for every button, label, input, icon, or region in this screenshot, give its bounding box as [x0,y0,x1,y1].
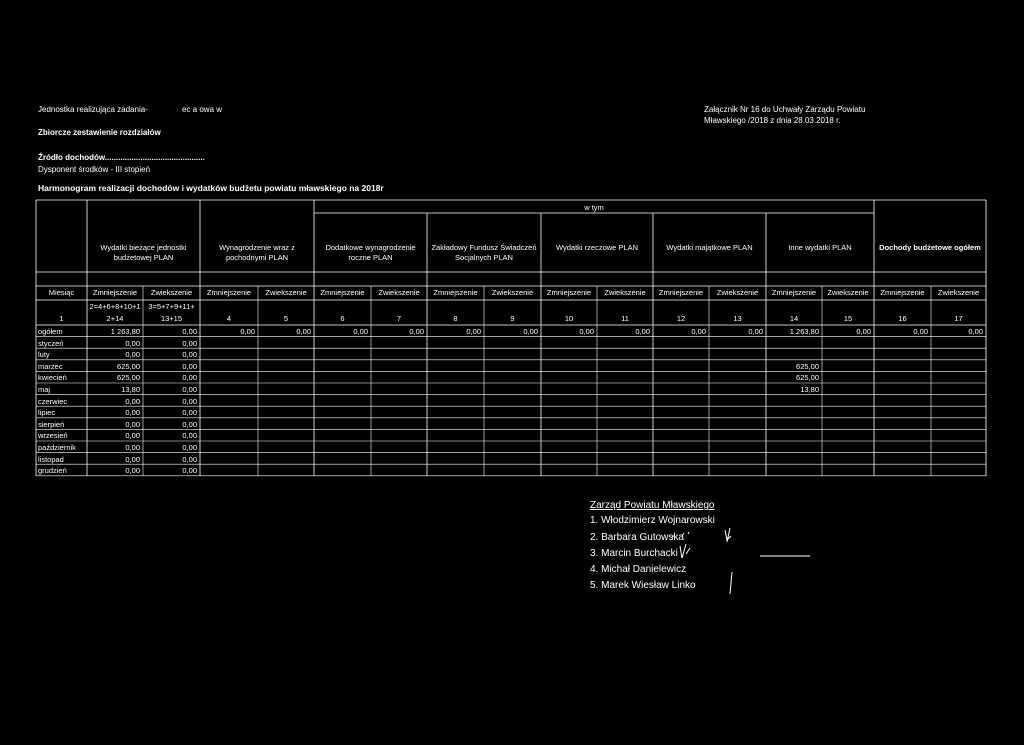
increase-header: Zwiekszenie [827,288,869,297]
value-cell: 0,00 [182,338,197,348]
value-cell: 0,00 [182,396,197,406]
value-cell: 0,00 [353,327,368,336]
month-cell: sierpień [38,419,65,429]
value-cell: 0,00 [409,327,424,336]
column-group-title: Wydatki bieżące jednostki budżetowej PLAN [100,243,187,262]
value-cell: 625,00 [796,361,819,371]
value-cell: 0,00 [691,327,706,336]
value-cell: 0,00 [125,454,140,464]
value-cell: 0,00 [240,327,255,336]
column-number: 13 [733,314,742,323]
value-cell: 0,00 [856,327,871,336]
page-title: Harmonogram realizacji dochodów i wydatków budżetu powiatu mławskiego na 2018r [38,183,384,193]
value-cell: 0,00 [182,419,197,429]
board-member: 1. Włodzimierz Wojnarowski [590,515,715,526]
value-cell: 0,00 [125,408,140,418]
column-number: 16 [898,314,907,323]
column-group-title: Wynagrodzenie wraz z pochodnymi PLAN [219,243,295,262]
column-number: 3=5+7+9+11+ [148,302,195,311]
value-cell: 0,00 [125,396,140,406]
board-member: 5. Marek Wiesław Linko [590,580,696,591]
value-cell: 0,00 [913,327,928,336]
column-number: 2=4+6+8+10+1 [89,302,141,311]
column-number: 1 [59,314,64,323]
increase-header: Zwiekszenie [378,288,420,297]
value-cell: 0,00 [579,327,594,336]
summary-label: Zbiorcze zestawienie rozdziałów [38,128,161,137]
value-cell: 0,00 [182,361,197,371]
increase-header: Zwiekszenie [491,288,534,297]
month-cell: ogółem [38,327,63,336]
value-cell: 0,00 [523,327,538,336]
value-cell: 625,00 [117,361,140,371]
value-cell: 0,00 [635,327,650,336]
value-cell: 0,00 [182,327,197,336]
column-number: 4 [226,314,232,323]
value-cell: 0,00 [182,408,197,418]
value-cell: 1 263,80 [110,327,140,336]
decrease-header: Zmniejszenie [206,288,252,297]
group-header: w tym [584,203,604,212]
value-cell: 0,00 [968,327,983,336]
value-cell: 0,00 [182,454,197,464]
value-cell: 0,00 [182,466,197,476]
unit-fragments: ec a owa w [182,105,223,114]
board-heading: Zarząd Powiatu Mławskiego [590,500,715,511]
column-number: 2+14 [106,314,124,323]
column-number: 9 [510,314,515,323]
value-cell: 0,00 [182,385,197,394]
value-cell: 0,00 [466,327,481,336]
increase-header: Zwiekszenie [937,288,980,297]
month-cell: listopad [38,454,64,464]
month-header: Miesiąc [48,288,75,297]
value-cell: 0,00 [125,443,140,452]
value-cell: 13,80 [800,385,819,394]
annex-line-2: Mławskiego /2018 z dnia 28.03.2018 r. [704,116,841,125]
month-cell: wrzesień [38,431,68,441]
month-cell: maj [38,385,51,394]
month-cell: październik [38,443,76,452]
value-cell: 0,00 [182,443,197,452]
board-member: 2. Barbara Gutowska [590,532,684,543]
board-member: 3. Marcin Burchacki [590,548,678,559]
column-number: 5 [283,314,289,323]
decrease-header: Zmniejszenie [880,288,925,297]
income-source: Źródło dochodów............................................. [38,153,205,162]
value-cell: 625,00 [117,373,140,383]
column-number: 13+15 [160,314,183,323]
month-cell: czerwiec [38,396,68,406]
handwritten-signatures [660,522,820,597]
value-cell: 0,00 [296,327,311,336]
value-cell: 0,00 [125,338,140,348]
column-group-title: Dodatkowe wynagrodzenie roczne PLAN [325,243,416,262]
month-cell: luty [38,350,50,360]
column-number: 8 [453,314,458,323]
month-cell: kwiecień [38,373,67,383]
month-cell: marzec [38,361,63,371]
annex-line-1: Załącznik Nr 16 do Uchwały Zarządu Powiatu [704,105,866,114]
increase-header: Zwiekszenie [716,288,759,297]
value-cell: 0,00 [125,350,140,360]
value-cell: 625,00 [796,373,819,383]
column-number: 12 [676,314,686,323]
increase-header: Zwiekszenie [604,288,646,297]
increase-header: Zwiekszenie [265,288,307,297]
decrease-header: Zmniejszenie [771,288,817,297]
board-member: 4. Michał Danielewicz [590,564,687,575]
month-cell: lipiec [38,408,56,418]
value-cell: 0,00 [748,327,763,336]
value-cell: 0,00 [182,431,197,441]
decrease-header: Zmniejszenie [546,288,592,297]
column-number: 7 [396,314,402,323]
disposer-label: Dysponent środków - III stopień [38,165,151,174]
value-cell: 1 263,80 [789,327,819,336]
decrease-header: Zmniejszenie [658,288,704,297]
decrease-header: Zmniejszenie [92,288,138,297]
column-number: 14 [789,314,799,323]
value-cell: 0,00 [125,419,140,429]
column-number: 6 [340,314,345,323]
increase-header: Zwiekszenie [150,288,193,297]
decrease-header: Zmniejszenie [433,288,478,297]
value-cell: 0,00 [125,466,140,476]
column-group-title: Inne wydatki PLAN [788,243,852,252]
column-number: 11 [621,314,629,323]
column-number: 10 [564,314,574,323]
column-group-title: Wydatki majątkowe PLAN [666,243,753,252]
month-cell: grudzień [38,466,67,476]
value-cell: 13,80 [121,385,140,394]
column-group-title: Dochody budżetowe ogółem [879,243,981,252]
column-group-title: Zakładowy Fundusz Świadczeń Socjalnych PLAN [431,243,537,262]
value-cell: 0,00 [182,373,197,383]
decrease-header: Zmniejszenie [320,288,365,297]
month-cell: styczeń [38,338,64,348]
value-cell: 0,00 [182,350,197,360]
column-number: 17 [954,314,963,323]
column-number: 15 [843,314,853,323]
column-group-title: Wydatki rzeczowe PLAN [555,243,639,252]
value-cell: 0,00 [125,431,140,441]
unit-label: Jednostka realizująca zadania- [38,105,148,114]
